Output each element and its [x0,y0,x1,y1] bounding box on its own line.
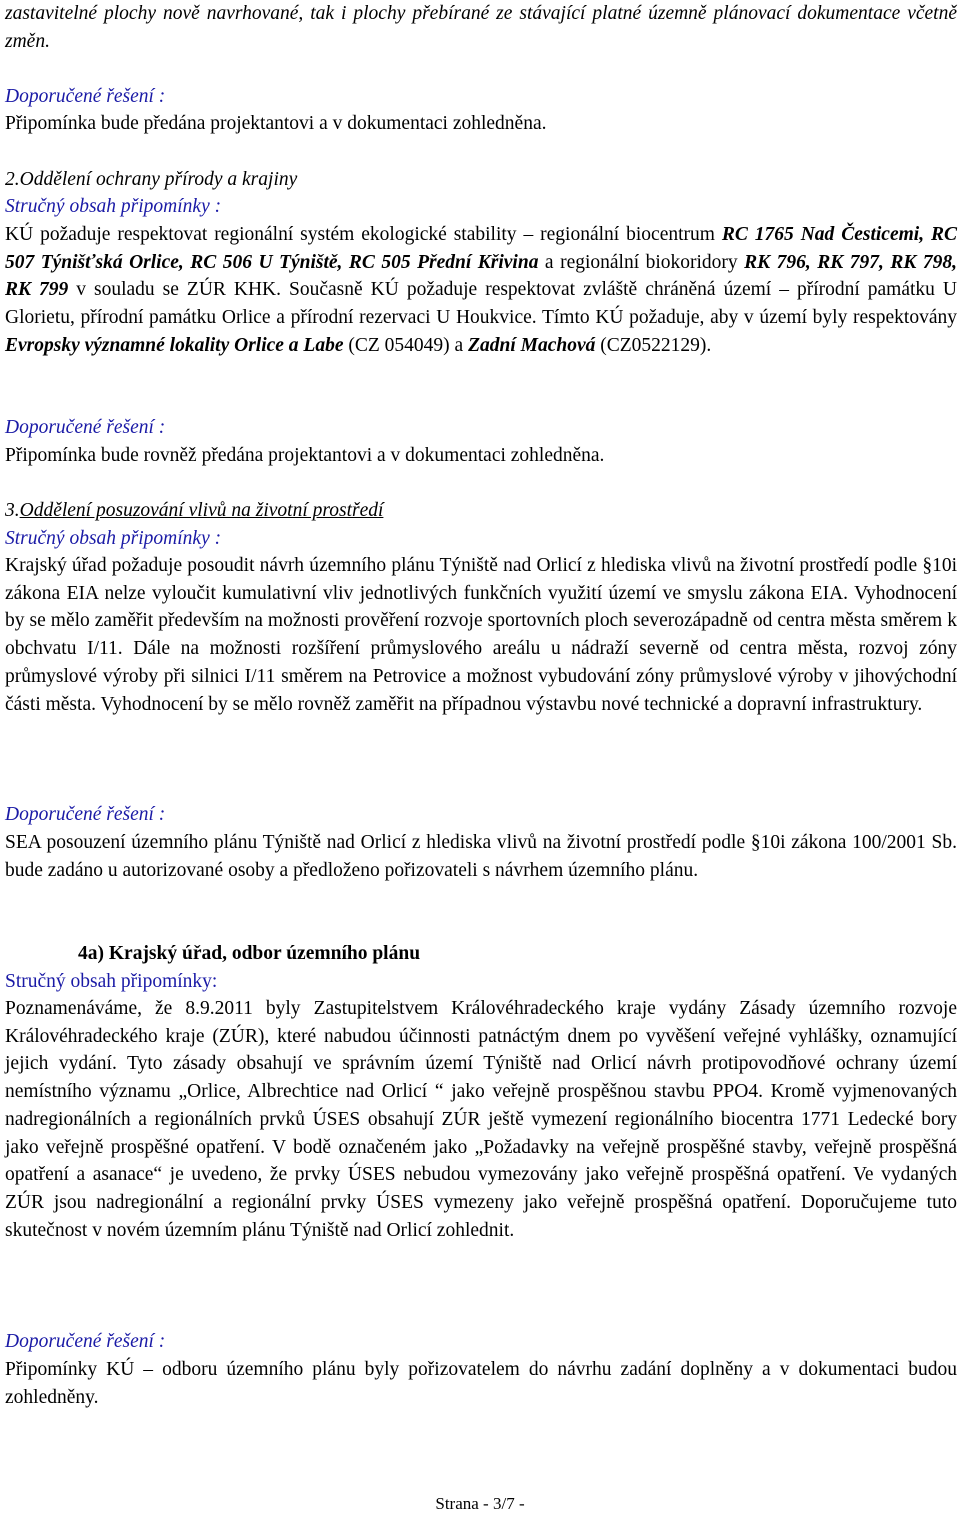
page-number-footer: Strana - 3/7 - [435,1494,525,1513]
solution-label-1: Doporučené řešení : [5,86,166,107]
section-4a-heading: 4a) Krajský úřad, odbor územního plánu [78,943,421,964]
section-3-number: 3. [5,500,20,521]
section-2-paragraph [5,221,957,360]
section-3-title: Oddělení posuzování vlivů na životní prostředí [19,500,384,521]
s2-biokoridory: RK 796, RK 797, RK 798, RK 799 [5,251,957,301]
s2-t7: (CZ 054049) a [343,334,469,356]
solution-text-1: Připomínka bude předána projektantovi a v dokumentaci zohledněna. [5,113,547,134]
summary-label-2: Stručný obsah připomínky : [5,196,222,217]
section-2-heading [5,166,957,194]
solution-text-3: SEA posouzení územního plánu Týniště nad Orlicí z hlediska vlivů na životní prostředí podle §10i zákona 100/2001 Sb. bude zadáno u autorizované osoby a předloženo pořizovateli s návrhem územního plánu. [5,832,957,881]
section-3-paragraph: Krajský úřad požaduje posoudit návrh územního plánu Týniště nad Orlicí z hlediska vlivů na životní prostředí podle §10i zákona EIA nelze vyloučit kumulativní vliv jednotlivých funkčních využití území ve smyslu zákona EIA. Vyhodnocení by se mělo zaměřit především na možnosti prověření rozvoje sportovních ploch severozápadně od centra města směrem k obchvatu I/11. Dále na možnosti rozšíření průmyslového areálu u nádraží severně od centra města, rozvoj zóny průmyslové výroby při silnici I/11 směrem na Petrovice a možnost vybudování zóny průmyslové výroby v jihovýchodní části města. Vyhodnocení by se mělo rovněž zaměřit na případnou výstavbu nové technické a dopravní infrastruktury. [5,555,957,715]
s2-machova: Zadní Machová [468,334,596,356]
s2-evl: Evropsky významné lokality Orlice a Labe [5,334,344,356]
s2-t3: a regionální biokoridory [538,251,745,273]
s2-t5: v souladu se ZÚR KHK. Současně KÚ požaduje respektovat zvláště chráněná území – přírodní památku U Glorietu, přírodní památku Orlice a přírodní rezervaci U Houkvice. Tímto KÚ požaduje, aby v území byly respektovány [5,279,957,329]
solution-label-2: Doporučené řešení : [5,417,166,438]
section-3-heading [5,497,957,525]
section-2-number: 2. [5,169,20,190]
s2-t1: KÚ požaduje respektovat regionální systém ekologické stability – regionální biocentrum [5,224,722,245]
section-2-title: Oddělení ochrany přírody a krajiny [19,169,298,190]
section-4a-paragraph: Poznamenáváme, že 8.9.2011 byly Zastupitelstvem Královéhradeckého kraje vydány Zásady územního rozvoje Královéhradeckého kraje (ZÚR), které nabudou účinnosti patnáctým dnem po vyvěšení veřejné vyhlášky, oznamující jejich vydání. Tyto zásady obsahují ve správním území Týniště nad Orlicí návrh protipovodňové ochrany území nemístního významu „Orlice, Albrechtice nad Orlicí “ jako veřejně prospěšnou stavbu PPO4. Kromě vyjmenovaných nadregionálních a regionálních prvků ÚSES obsahují ZÚR ještě vymezení regionálního biocentra 1771 Ledecké bory jako veřejně prospěšné opatření. V bodě označeném jako „Požadavky na veřejně prospěšné stavby, veřejně prospěšná opatření a asanace“ je uvedeno, že prvky ÚSES nebudou vymezovány jako veřejně prospěšná opatření. Ve vydaných ZÚR jsou nadregionální a regionální prvky ÚSES vymezeny jako veřejně prospěšná opatření. Doporučujeme tuto skutečnost v novém územním plánu Týniště nad Orlicí zohlednit. [5,998,957,1241]
solution-label-4a: Doporučené řešení : [5,1331,166,1352]
solution-label-3: Doporučené řešení : [5,804,166,825]
summary-label-4a: Stručný obsah připomínky: [5,971,218,992]
summary-label-3: Stručný obsah připomínky : [5,528,222,549]
intro-paragraph: zastavitelné plochy nově navrhované, tak i plochy přebírané ze stávající platné územně plánovací dokumentace včetně změn. [5,3,957,52]
solution-text-4a: Připomínky KÚ – odboru územního plánu byly pořizovatelem do návrhu zadání doplněny a v dokumentaci budou zohledněny. [5,1359,957,1408]
solution-text-2: Připomínka bude rovněž předána projektantovi a v dokumentaci zohledněna. [5,445,605,466]
s2-t9: (CZ0522129). [595,334,712,356]
s2-biocentra: RC 1765 Nad Česticemi, RC 507 Týnišťská Orlice, RC 506 U Týniště, RC 505 Přední Křivina [5,224,958,273]
